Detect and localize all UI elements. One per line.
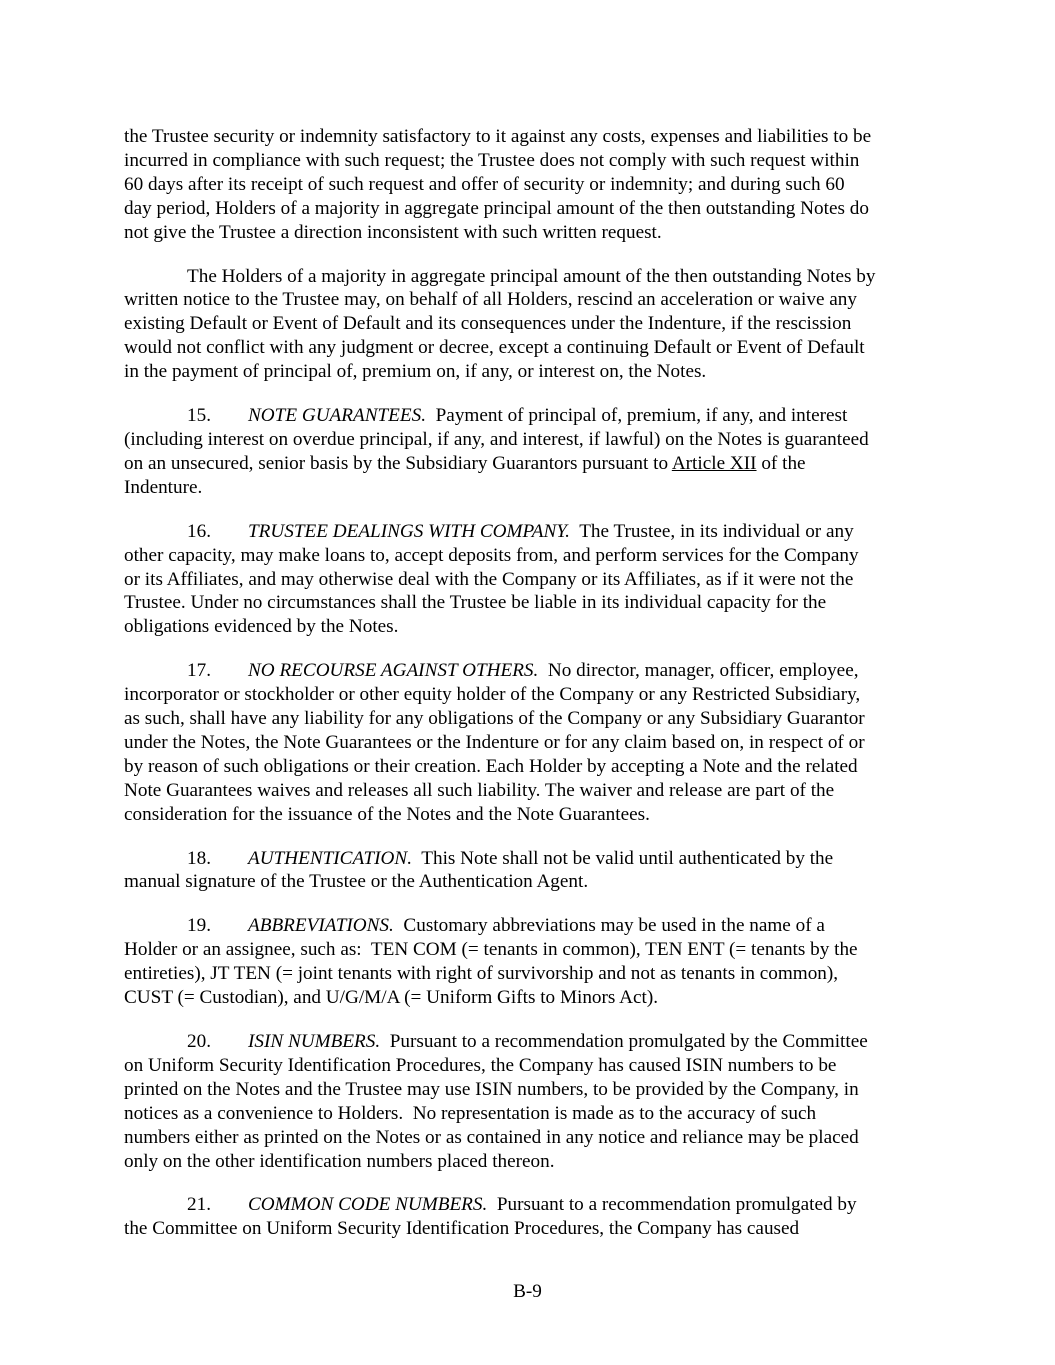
section-heading: ISIN NUMBERS. bbox=[248, 1031, 381, 1052]
section-first-line bbox=[124, 914, 936, 938]
text-line: printed on the Notes and the Trustee may use ISIN numbers, to be provided by the Company, in bbox=[124, 1078, 859, 1100]
text-line: Indenture. bbox=[124, 476, 203, 498]
text-line: the Committee on Uniform Security Identification Procedures, the Company has caused bbox=[124, 1218, 800, 1240]
section-text: Payment of principal of, premium, if any, and interest bbox=[426, 405, 848, 427]
section-20 bbox=[124, 1030, 936, 1173]
text-line: existing Default or Event of Default and its consequences under the Indenture, if the rescission bbox=[124, 313, 852, 335]
section-heading: COMMON CODE NUMBERS. bbox=[248, 1194, 488, 1216]
text-line: written notice to the Trustee may, on behalf of all Holders, rescind an acceleration or waive any bbox=[124, 289, 857, 311]
text-line: Trustee. Under no circumstances shall the Trustee be liable in its individual capacity for the bbox=[124, 592, 827, 614]
section-number: 16. bbox=[187, 520, 211, 542]
text-line: other capacity, may make loans to, accept deposits from, and perform services for the Company bbox=[124, 544, 859, 566]
text-line: The Holders of a majority in aggregate principal amount of the then outstanding Notes by bbox=[187, 265, 876, 287]
section-16 bbox=[124, 520, 936, 640]
text-line bbox=[124, 452, 936, 476]
text-line: day period, Holders of a majority in aggregate principal amount of the then outstanding Notes do bbox=[124, 197, 869, 219]
text-line: manual signature of the Trustee or the Authentication Agent. bbox=[124, 871, 589, 893]
section-heading: NO RECOURSE AGAINST OTHERS. bbox=[248, 660, 539, 682]
text-line: or its Affiliates, and may otherwise deal with the Company or its Affiliates, as if it were not the bbox=[124, 568, 854, 590]
section-first-line bbox=[124, 404, 936, 428]
document-page bbox=[124, 125, 936, 1261]
section-15 bbox=[124, 404, 936, 500]
text-line: numbers either as printed on the Notes or as contained in any notice and reliance may be placed bbox=[124, 1126, 859, 1148]
section-number: 18. bbox=[187, 847, 211, 869]
section-19 bbox=[124, 914, 936, 1010]
section-number: 19. bbox=[187, 915, 211, 937]
text-line: under the Notes, the Note Guarantees or the Indenture or for any claim based on, in respect of or bbox=[124, 731, 865, 753]
section-first-line bbox=[124, 659, 936, 683]
text-line: obligations evidenced by the Notes. bbox=[124, 616, 399, 638]
section-17 bbox=[124, 659, 936, 826]
text-line: incurred in compliance with such request; the Trustee does not comply with such request within bbox=[124, 149, 860, 171]
text-line: only on the other identification numbers placed thereon. bbox=[124, 1150, 555, 1172]
section-first-line bbox=[124, 1030, 936, 1054]
section-number: 17. bbox=[187, 660, 211, 682]
text-line: would not conflict with any judgment or decree, except a continuing Default or Event of Default bbox=[124, 337, 865, 359]
section-21 bbox=[124, 1193, 936, 1241]
section-text: Pursuant to a recommendation promulgated by the Committee bbox=[380, 1031, 868, 1052]
text-line: entireties), JT TEN (= joint tenants with right of survivorship and not as tenants in common), bbox=[124, 963, 839, 985]
text-line: consideration for the issuance of the Notes and the Note Guarantees. bbox=[124, 803, 650, 825]
text-line: CUST (= Custodian), and U/G/M/A (= Uniform Gifts to Minors Act). bbox=[124, 987, 659, 1009]
text-line: Note Guarantees waives and releases all such liability. The waiver and release are part of the bbox=[124, 779, 835, 801]
section-heading: ABBREVIATIONS. bbox=[248, 915, 394, 937]
section-text: Pursuant to a recommendation promulgated by bbox=[487, 1194, 857, 1216]
text-line: Holder or an assignee, such as: TEN COM (= tenants in common), TEN ENT (= tenants by the bbox=[124, 939, 858, 961]
text-line: in the payment of principal of, premium on, if any, or interest on, the Notes. bbox=[124, 361, 707, 383]
article-xii-link[interactable]: Article XII bbox=[671, 452, 757, 474]
section-text: The Trustee, in its individual or any bbox=[569, 520, 854, 542]
section-heading: NOTE GUARANTEES. bbox=[248, 405, 427, 427]
section-text: No director, manager, officer, employee, bbox=[538, 660, 859, 682]
paragraph-holders-rescind bbox=[124, 265, 936, 385]
paragraph-continuation bbox=[124, 125, 936, 245]
section-text: Customary abbreviations may be used in the name of a bbox=[393, 915, 825, 937]
text-line: not give the Trustee a direction inconsistent with such written request. bbox=[124, 221, 662, 243]
text-segment: of the bbox=[756, 452, 806, 474]
text-line: incorporator or stockholder or other equity holder of the Company or any Restricted Subsidiary, bbox=[124, 684, 861, 706]
section-18 bbox=[124, 847, 936, 895]
section-text: This Note shall not be valid until authenticated by the bbox=[412, 847, 834, 869]
text-segment: on an unsecured, senior basis by the Subsidiary Guarantors pursuant to bbox=[124, 452, 672, 474]
text-line: the Trustee security or indemnity satisfactory to it against any costs, expenses and liabilities to be bbox=[124, 126, 872, 147]
section-number: 21. bbox=[187, 1194, 211, 1216]
text-line: (including interest on overdue principal, if any, and interest, if lawful) on the Notes is guaranteed bbox=[124, 428, 869, 450]
section-number: 15. bbox=[187, 405, 211, 427]
section-first-line bbox=[124, 847, 936, 871]
text-line: 60 days after its receipt of such request and offer of security or indemnity; and during such 60 bbox=[124, 173, 845, 195]
text-line: notices as a convenience to Holders. No representation is made as to the accuracy of such bbox=[124, 1102, 817, 1124]
page-number: B-9 bbox=[513, 1281, 542, 1302]
section-first-line bbox=[124, 520, 936, 544]
text-line: by reason of such obligations or their creation. Each Holder by accepting a Note and the related bbox=[124, 755, 858, 777]
section-first-line bbox=[124, 1193, 936, 1217]
text-line: on Uniform Security Identification Procedures, the Company has caused ISIN numbers to be bbox=[124, 1054, 837, 1076]
section-heading: TRUSTEE DEALINGS WITH COMPANY. bbox=[248, 520, 570, 542]
text-line: as such, shall have any liability for any obligations of the Company or any Subsidiary Guarantor bbox=[124, 708, 865, 730]
section-heading: AUTHENTICATION. bbox=[248, 847, 413, 869]
section-number: 20. bbox=[187, 1031, 211, 1052]
